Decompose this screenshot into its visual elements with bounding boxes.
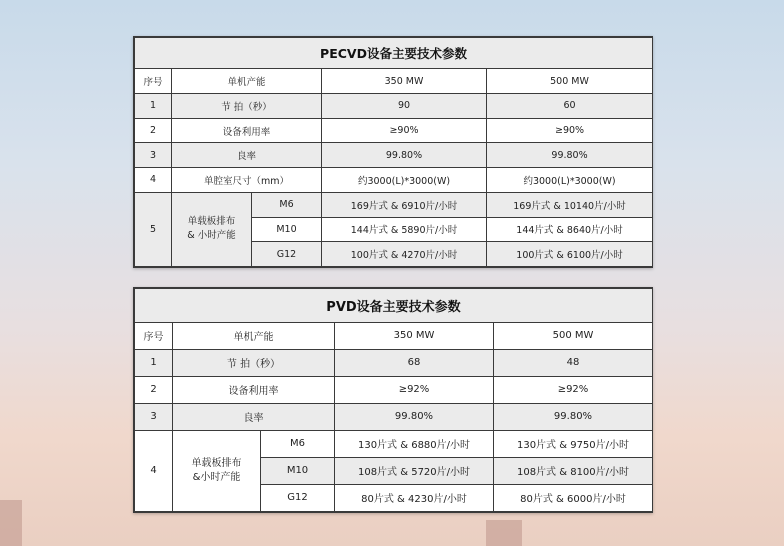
row-value-500: 169片式 & 10140片/小时 — [487, 192, 653, 217]
row-value-500: 108片式 & 8100片/小时 — [494, 457, 653, 484]
row-value-500: 100片式 & 6100片/小时 — [487, 242, 653, 267]
row-value-350: 144片式 & 5890片/小时 — [322, 217, 487, 242]
table-row — [135, 168, 653, 193]
row-value-500: 144片式 & 8640片/小时 — [487, 217, 653, 242]
row-value-500: ≥90% — [487, 118, 653, 143]
header-350mw: 350 MW — [335, 322, 494, 349]
header-index: 序号 — [135, 69, 172, 94]
row-index: 2 — [135, 376, 173, 403]
pecvd-spec-table — [133, 36, 653, 268]
table-row — [135, 349, 653, 376]
header-capacity: 单机产能 — [173, 322, 335, 349]
group-label-line1: 单载板排布 — [191, 457, 242, 469]
header-500mw: 500 MW — [494, 322, 653, 349]
group-index: 4 — [135, 430, 173, 511]
header-capacity: 单机产能 — [172, 69, 322, 94]
row-item: 单腔室尺寸（mm） — [172, 168, 322, 193]
row-value-350: 90 — [322, 94, 487, 119]
pvd-spec-table — [133, 287, 653, 513]
group-label-line2: & 小时产能 — [187, 230, 236, 242]
row-value-500: 约3000(L)*3000(W) — [487, 168, 653, 193]
table-row — [135, 94, 653, 119]
row-value-350: 99.80% — [322, 143, 487, 168]
header-350mw: 350 MW — [322, 69, 487, 94]
header-500mw: 500 MW — [487, 69, 653, 94]
background-building-left — [0, 500, 22, 546]
table-row — [135, 118, 653, 143]
row-value-500: ≥92% — [494, 376, 653, 403]
row-item: 设备利用率 — [172, 118, 322, 143]
row-value-350: 169片式 & 6910片/小时 — [322, 192, 487, 217]
row-value-350: 130片式 & 6880片/小时 — [335, 430, 494, 457]
row-value-500: 99.80% — [494, 403, 653, 430]
wafer-size: M10 — [261, 457, 335, 484]
row-value-350: 108片式 & 5720片/小时 — [335, 457, 494, 484]
wafer-size: M6 — [252, 192, 322, 217]
table-row — [135, 192, 653, 217]
header-index: 序号 — [135, 322, 173, 349]
wafer-size: M10 — [252, 217, 322, 242]
wafer-size: G12 — [261, 484, 335, 511]
wafer-size: G12 — [252, 242, 322, 267]
background-building-right — [486, 520, 522, 546]
group-label-line1: 单载板排布 — [187, 216, 236, 228]
row-value-350: 99.80% — [335, 403, 494, 430]
row-item: 良率 — [172, 143, 322, 168]
group-label-line2: &小时产能 — [192, 471, 241, 483]
row-value-350: 68 — [335, 349, 494, 376]
group-label — [173, 430, 261, 511]
group-label — [172, 192, 252, 266]
row-value-350: 80片式 & 4230片/小时 — [335, 484, 494, 511]
row-value-350: 100片式 & 4270片/小时 — [322, 242, 487, 267]
table-row — [135, 376, 653, 403]
row-item: 设备利用率 — [173, 376, 335, 403]
row-value-500: 99.80% — [487, 143, 653, 168]
row-item: 良率 — [173, 403, 335, 430]
row-index: 3 — [135, 403, 173, 430]
row-item: 节 拍（秒） — [172, 94, 322, 119]
row-value-350: ≥90% — [322, 118, 487, 143]
table-title: PECVD设备主要技术参数 — [135, 38, 653, 69]
row-item: 节 拍（秒） — [173, 349, 335, 376]
table-row — [135, 403, 653, 430]
row-value-500: 130片式 & 9750片/小时 — [494, 430, 653, 457]
row-index: 2 — [135, 118, 172, 143]
row-value-350: ≥92% — [335, 376, 494, 403]
row-index: 4 — [135, 168, 172, 193]
table-row — [135, 143, 653, 168]
group-index: 5 — [135, 192, 172, 266]
wafer-size: M6 — [261, 430, 335, 457]
row-value-500: 60 — [487, 94, 653, 119]
row-index: 1 — [135, 349, 173, 376]
row-index: 1 — [135, 94, 172, 119]
row-value-500: 48 — [494, 349, 653, 376]
table-row — [135, 430, 653, 457]
row-index: 3 — [135, 143, 172, 168]
row-value-350: 约3000(L)*3000(W) — [322, 168, 487, 193]
table-title: PVD设备主要技术参数 — [135, 289, 653, 323]
row-value-500: 80片式 & 6000片/小时 — [494, 484, 653, 511]
